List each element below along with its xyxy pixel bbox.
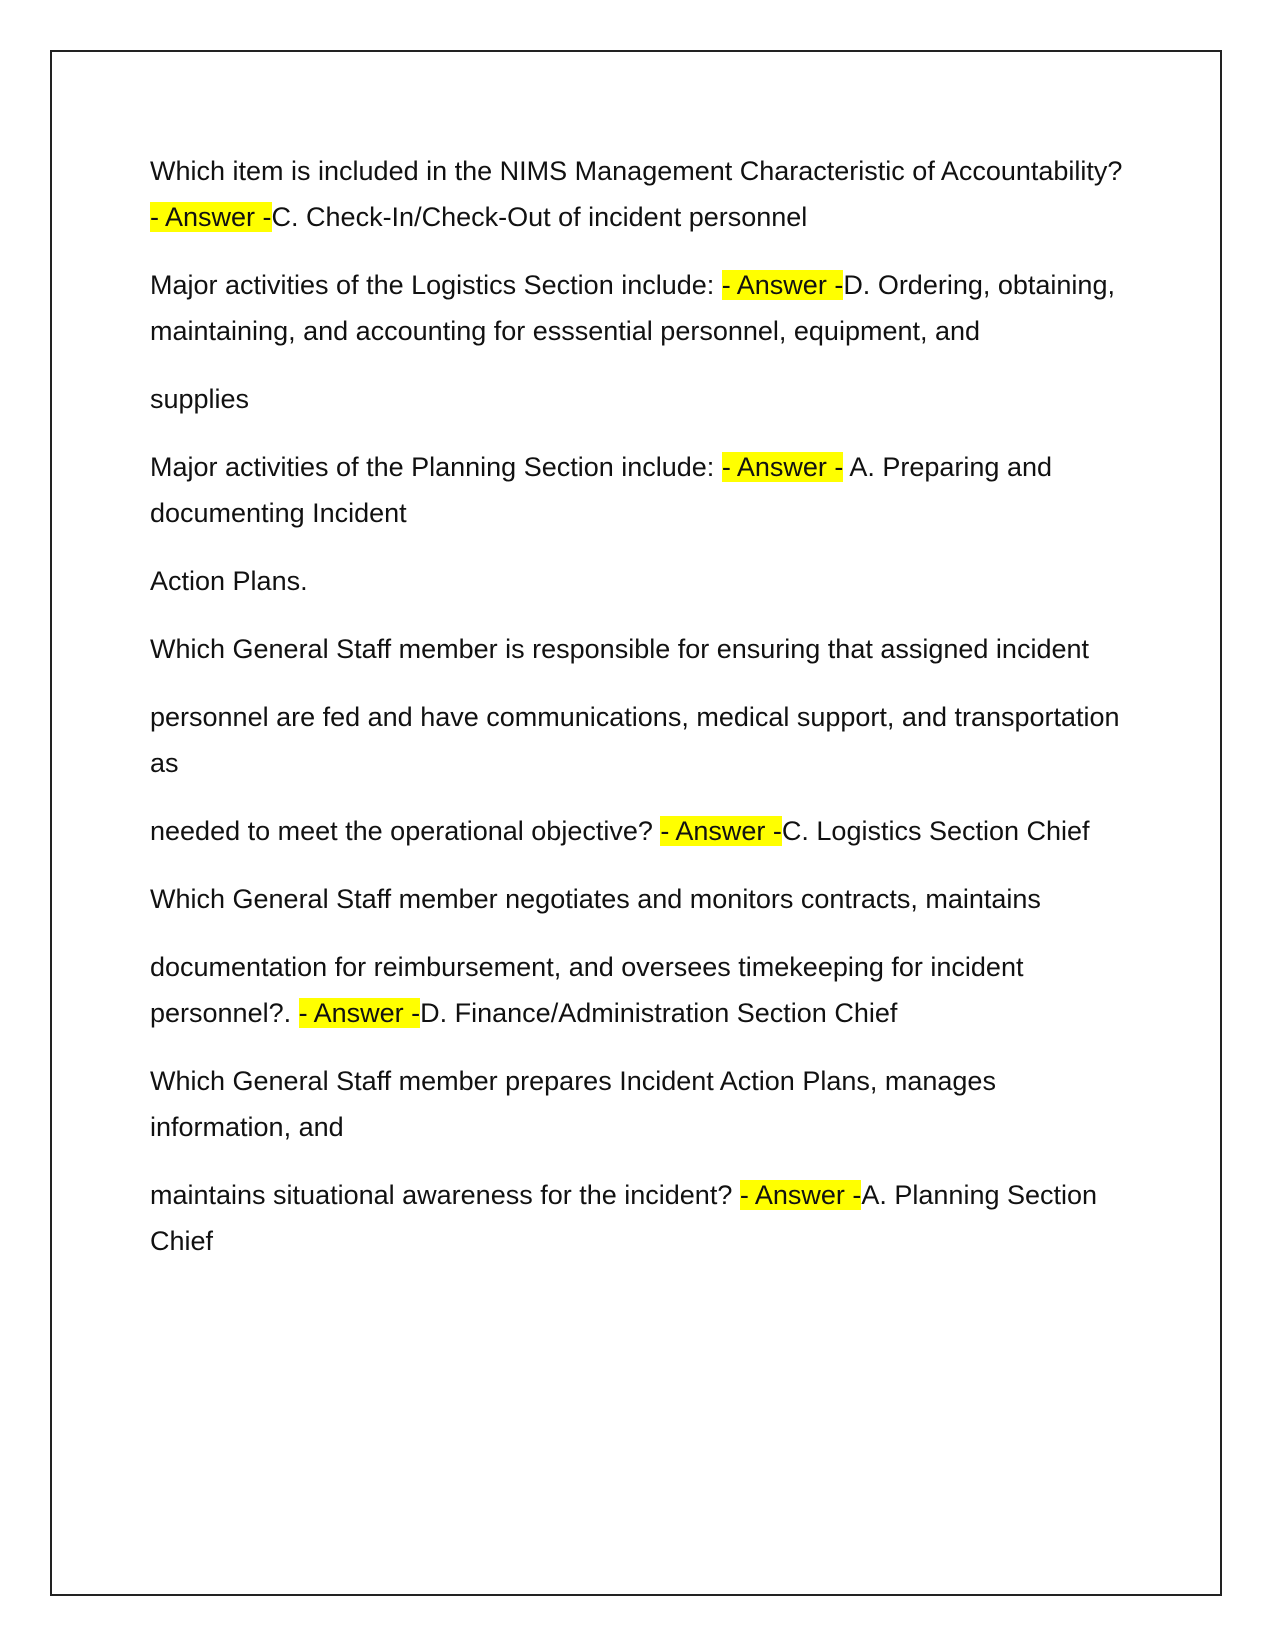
answer-text: A. Preparing and documenting Incident (150, 452, 1052, 528)
text-paragraph: supplies (150, 384, 250, 414)
qa-paragraph (150, 262, 1135, 354)
answer-text: A. Planning Section Chief (150, 1180, 1098, 1256)
qa-paragraph (150, 148, 1135, 240)
text-paragraph: Action Plans. (150, 566, 308, 596)
answer-text: C. Logistics Section Chief (781, 816, 1090, 846)
answer-marker: - Answer - (298, 998, 421, 1028)
answer-marker: - Answer - (150, 202, 272, 232)
question-text: Which item is included in the NIMS Management Characteristic of Accountability? (150, 156, 1123, 186)
answer-marker: - Answer - (721, 270, 844, 300)
text-paragraph: Which General Staff member negotiates and monitors contracts, maintains (150, 884, 1041, 914)
text-paragraph: Which General Staff member is responsible for ensuring that assigned incident (150, 634, 1089, 664)
answer-marker: - Answer - (721, 452, 844, 482)
text-paragraph: Which General Staff member prepares Incident Action Plans, manages information, and (150, 1066, 996, 1142)
answer-marker: - Answer - (660, 816, 782, 846)
qa-paragraph (150, 1172, 1135, 1264)
qa-paragraph (150, 444, 1135, 536)
answer-text: D. Ordering, obtaining, maintaining, and accounting for esssential personnel, equipment, and (150, 270, 1115, 346)
text-paragraph: personnel are fed and have communications, medical support, and transportation as (150, 702, 1120, 778)
answer-text: C. Check-In/Check-Out of incident personnel (271, 202, 808, 232)
question-text: Major activities of the Planning Section include: (150, 452, 722, 482)
answer-marker: - Answer - (739, 1180, 862, 1210)
question-text: maintains situational awareness for the incident? (150, 1180, 740, 1210)
document-body (150, 148, 1135, 1286)
question-text: needed to meet the operational objective? (150, 816, 661, 846)
answer-text: D. Finance/Administration Section Chief (420, 998, 898, 1028)
question-text: documentation for reimbursement, and oversees timekeeping for incident personnel?. (150, 952, 1024, 1028)
qa-paragraph (150, 944, 1135, 1036)
qa-paragraph (150, 808, 1135, 854)
question-text: Major activities of the Logistics Section include: (150, 270, 722, 300)
